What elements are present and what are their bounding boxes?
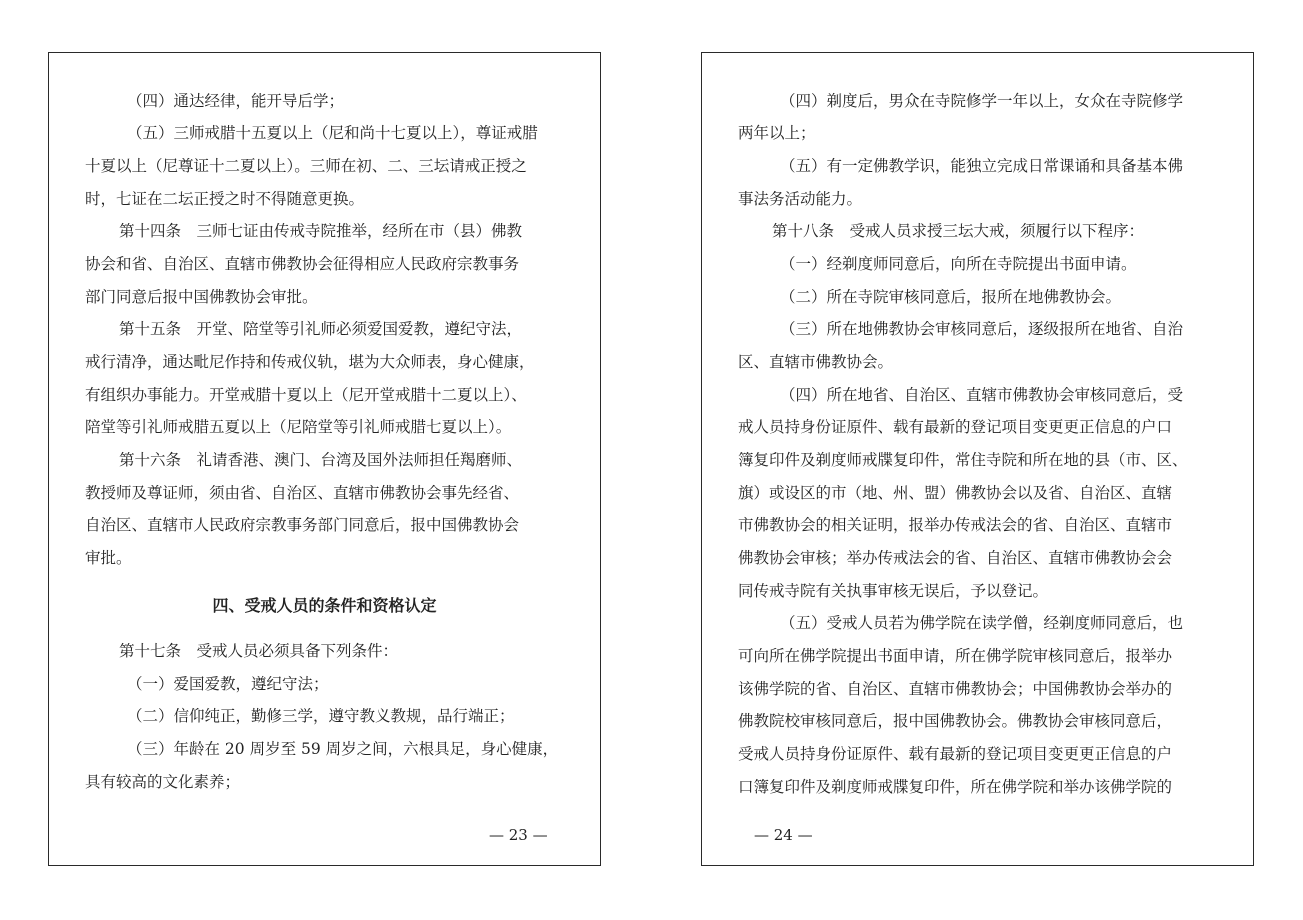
paragraph-line: 时，七证在二坛正授之时不得随意更换。 (85, 190, 365, 208)
paragraph: （四）剃度后，男众在寺院修学一年以上，女众在寺院修学 (780, 92, 1184, 110)
paragraph: （五）有一定佛教学识，能独立完成日常课诵和具备基本佛 (780, 157, 1184, 175)
paragraph: （一）经剃度师同意后，向所在寺院提出书面申请。 (780, 255, 1137, 273)
article-15: 第十五条 开堂、陪堂等引礼师必须爱国爱教，遵纪守法， (119, 320, 523, 338)
paragraph-line: 部门同意后报中国佛教协会审批。 (85, 288, 318, 306)
paragraph-line: 簿复印件及剃度师戒牒复印件，常住寺院和所在地的县（市、区、 (738, 451, 1188, 469)
article-14: 第十四条 三师七证由传戒寺院推举，经所在市（县）佛教 (119, 222, 523, 240)
section-heading: 四、受戒人员的条件和资格认定 (212, 596, 437, 615)
paragraph-line: 戒人员持身份证原件、载有最新的登记项目变更更正信息的户口 (738, 418, 1173, 436)
paragraph-line: 陪堂等引礼师戒腊五夏以上（尼陪堂等引礼师戒腊七夏以上）。 (85, 418, 512, 436)
paragraph-line: 佛教院校审核同意后，报中国佛教协会。佛教协会审核同意后， (738, 712, 1173, 730)
paragraph-line: 事法务活动能力。 (738, 190, 863, 208)
paragraph-line: 十夏以上（尼尊证十二夏以上）。三师在初、二、三坛请戒正授之 (85, 157, 527, 175)
paragraph-line: 具有较高的文化素养； (85, 773, 241, 791)
paragraph: （三）年龄在 20 周岁至 59 周岁之间，六根具足，身心健康， (127, 740, 559, 758)
paragraph-line: 佛教协会审核；举办传戒法会的省、自治区、直辖市佛教协会会 (738, 549, 1173, 567)
paragraph-line: 两年以上； (738, 124, 816, 142)
page-number: — 24 — (754, 826, 813, 844)
paragraph: （二）所在寺院审核同意后，报所在地佛教协会。 (780, 288, 1122, 306)
paragraph-line: 区、直辖市佛教协会。 (738, 353, 894, 371)
page-24 (701, 52, 1254, 866)
paragraph-line: 市佛教协会的相关证明，报举办传戒法会的省、自治区、直辖市 (738, 516, 1173, 534)
paragraph-line: 旗）或设区的市（地、州、盟）佛教协会以及省、自治区、直辖 (738, 484, 1173, 502)
paragraph-line: 口簿复印件及剃度师戒牒复印件，所在佛学院和举办该佛学院的 (738, 778, 1173, 796)
paragraph: （四）所在地省、自治区、直辖市佛教协会审核同意后，受 (780, 386, 1184, 404)
paragraph: （四）通达经律，能开导后学； (127, 92, 345, 110)
paragraph-line: 教授师及尊证师，须由省、自治区、直辖市佛教协会事先经省、 (85, 484, 520, 502)
paragraph-line: 受戒人员持身份证原件、载有最新的登记项目变更更正信息的户 (738, 745, 1173, 763)
paragraph: （五）受戒人员若为佛学院在读学僧，经剃度师同意后，也 (780, 614, 1184, 632)
paragraph-line: 自治区、直辖市人民政府宗教事务部门同意后，报中国佛教协会 (85, 516, 520, 534)
page-number: — 23 — (489, 826, 548, 844)
paragraph: （三）所在地佛教协会审核同意后，逐级报所在地省、自治 (780, 320, 1184, 338)
page-23 (48, 52, 601, 866)
article-16: 第十六条 礼请香港、澳门、台湾及国外法师担任羯磨师、 (119, 451, 523, 469)
paragraph: （一）爱国爱教，遵纪守法； (127, 675, 329, 693)
paragraph-line: 协会和省、自治区、直辖市佛教协会征得相应人民政府宗教事务 (85, 255, 520, 273)
paragraph: （二）信仰纯正，勤修三学，遵守教义教规，品行端正； (127, 707, 515, 725)
paragraph-line: 可向所在佛学院提出书面申请，所在佛学院审核同意后，报举办 (738, 647, 1173, 665)
article-17: 第十七条 受戒人员必须具备下列条件： (119, 642, 399, 660)
paragraph-line: 有组织办事能力。开堂戒腊十夏以上（尼开堂戒腊十二夏以上）、 (85, 386, 527, 404)
paragraph-line: 同传戒寺院有关执事审核无误后，予以登记。 (738, 582, 1049, 600)
paragraph-line: 审批。 (85, 549, 132, 567)
paragraph: （五）三师戒腊十五夏以上（尼和尚十七夏以上），尊证戒腊 (127, 124, 538, 142)
article-18: 第十八条 受戒人员求授三坛大戒，须履行以下程序： (772, 222, 1145, 240)
paragraph-line: 戒行清净，通达毗尼作持和传戒仪轨，堪为大众师表，身心健康， (85, 353, 535, 371)
paragraph-line: 该佛学院的省、自治区、直辖市佛教协会；中国佛教协会举办的 (738, 680, 1173, 698)
